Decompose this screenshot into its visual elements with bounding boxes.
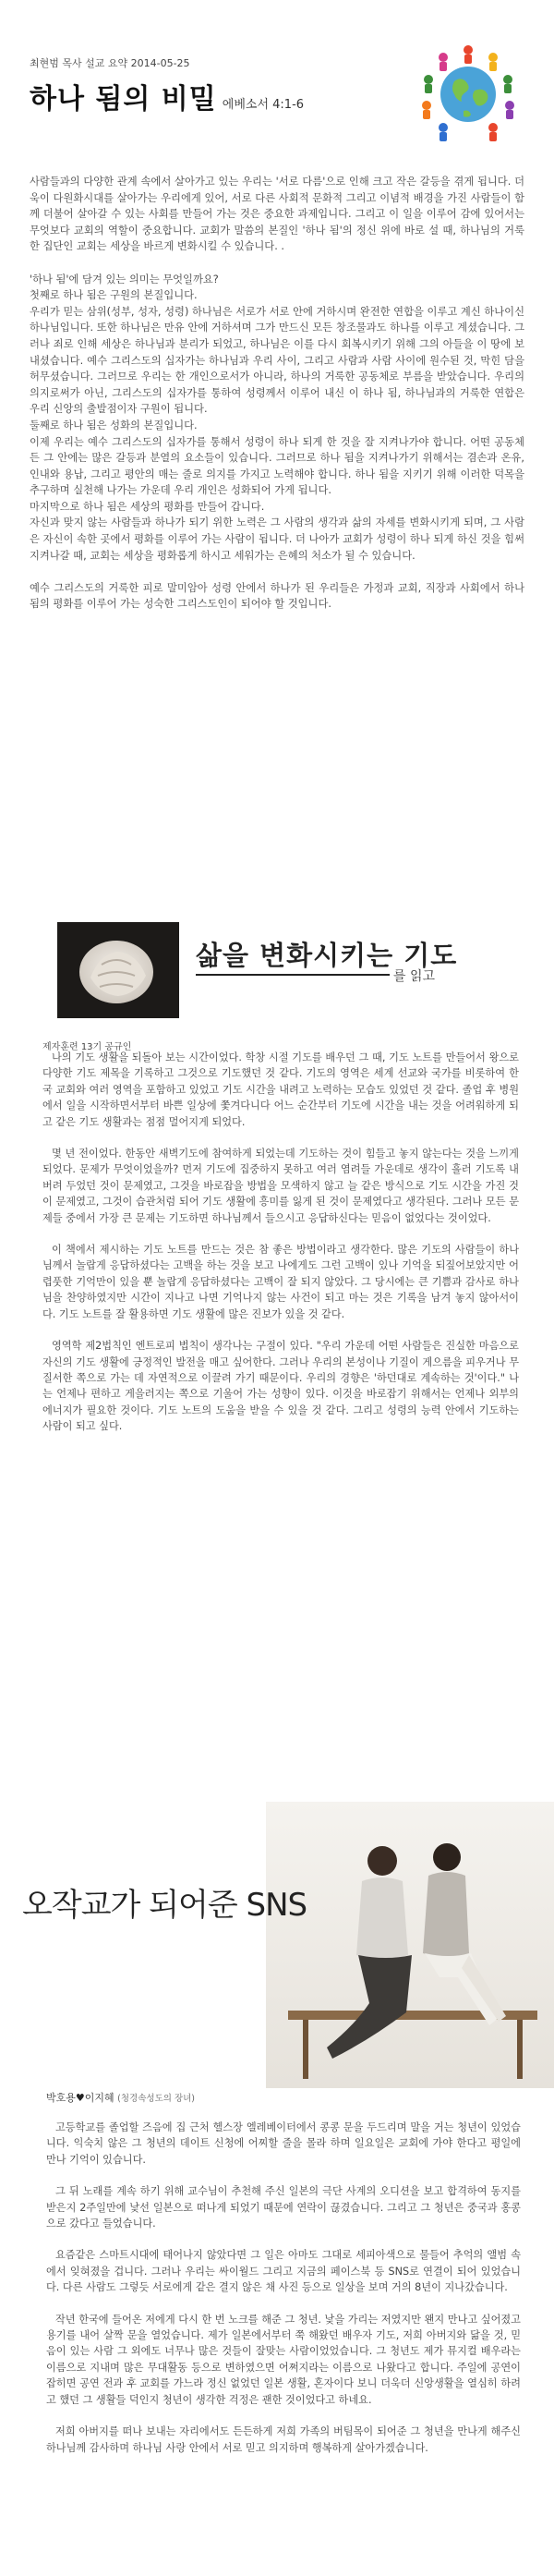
prayer-paragraph: 영역학 제2법칙인 엔트로피 법칙이 생각나는 구절이 있다. "우리 가운데 어떤 사람들은 진실한 마음으로 자신의 기도 생활에 긍정적인 발전을 매고 싶어한다. 그러나 우리의 본성이나 기질이 게으름을 피우거나 무질서한 쪽으로 가는 데 자연적으로 이끌려 가기 때문이다. 우리의 경향은 '하던대로 계속하는 것'이다." 나는 언제나 편하고 게을러지는 쪽으로 기울어 가는 성향이 있다. 이것을 바로잡기 위해서는 언제나 외부의 에너지가 필요한 것이다. 기도 노트의 도움을 받을 수 있을 것 같다. 그리고 성령의 능력 안에서 기도하는 사람이 되고 싶다.	[42, 1340, 519, 1433]
sermon-paragraph: 우리가 믿는 삼위(성부, 성자, 성령) 하나님은 서로가 서로 안에 거하시며 완전한 연합을 이루고 계신 하나이신 하나님입니다. 또한 하나님은 만유 안에 거하셔며 그가 만드신 모든 창조물과도 하나를 이루고 계셨습니다. 그러나 죄로 인해 세상은 하나님과 분리가 되었고, 하나님은 이를 다시 회복시키기 위해 그의 아들을 이 땅에 보내셨습니다. 예수 그리스도의 십자가는 하나님과 우리 사이, 그리고 사람과 사람 사이에 원수된 것, 막힌 담을 허무셨습니다. 그러므로 우리는 한 개인으로서가 아니라, 하나의 거룩한 공동체로 부름을 받았습니다. 우리의 의지로써가 아닌, 그리스도의 십자가를 통하여 성령께서 이루어 내신 이 하나 됨, 하나님과의 거룩한 연합은 우리 신앙의 출발점이자 구원이 됩니다.	[30, 305, 524, 416]
sermon-paragraph: 첫째로 하나 됨은 구원의 본질입니다.	[30, 289, 198, 302]
sermon-paragraph: 둘째로 하나 됨은 성화의 본질입니다.	[30, 419, 198, 431]
prayer-review-title: 삶을 변화시키는 기도	[196, 940, 458, 971]
sns-paragraph: 저희 아버지를 떠나 보내는 자리에서도 든든하게 저희 가족의 버팀목이 되어준 그 청년을 만나게 해주신 하나님께 감사하며 하나님 사랑 안에서 서로 믿고 의지하며 행복하게 살아가겠습니다.	[46, 2425, 521, 2454]
sns-story-body	[46, 2120, 521, 2472]
prayer-review-writer: 제자훈련 13기 공규인	[42, 1042, 132, 1052]
prayer-review-body	[42, 1050, 519, 1451]
sermon-body	[30, 174, 524, 613]
couple-on-bench-photo	[266, 1802, 554, 2088]
sns-story-section	[0, 1802, 554, 2576]
sns-paragraph: 작년 한국에 들어온 저에게 다시 한 번 노크를 해준 그 청년. 낯을 가리는 저였지만 왠지 만나고 싶어졌고 용기를 내어 살짝 문을 열었습니다. 제가 일본에서부터 쭉 해왔던 배우자 기도, 저희 아버지와 닮을 것, 믿음이 있는 사람 그 외에도 너무나 많은 것들이 잘맞는 사람이었었습니다. 그 청년도 제가 뮤지컬 배우라는 이름으로 지내며 많은 무대활동 등으로 변하였으면 어쩌지라는 이름으로 나왔다고 합니다. 주일에 공연이 잡히면 공연 전과 후 교회를 가느라 정신 없었던 일본 생활, 혼자이다 보니 더욱더 신앙생활을 열심히 하려고 했던 그 생활들 덕인지 청년이 생각한 걱정은 괜한 것이었다고 하네요.	[46, 2313, 521, 2406]
prayer-paragraph: 이 책에서 제시하는 기도 노트를 만드는 것은 참 좋은 방법이라고 생각한다. 많은 기도의 사람들이 하나님께서 놀랍게 응답하셨다는 고백을 하는 것을 보고 나에게도 그런 고백이 있나 기억을 되짚어보았지만 어렵풋한 기억만이 있을 뿐 놀랍게 응답하셨다는 고백이 잘 되지 않았다. 그 당시에는 큰 기쁨과 감사로 하나님을 찬양하였지만 시간이 지나고 나면 기억나지 않는 사건이 되고 마는 것은 기록을 남겨 놓지 않아서이다. 기도 노트를 잘 활용하면 기도 생활에 많은 진보가 있을 것 같다.	[42, 1244, 519, 1320]
sns-story-writers	[46, 2090, 195, 2105]
writer-name: 박호용	[46, 2092, 76, 2104]
sns-paragraph: 요즘같은 스마트시대에 태어나지 않았다면 그 일은 아마도 그대로 세피아색으로 물들어 추억의 앨범 속에서 잊혀졌을 겁니다. 그러나 우리는 싸이월드 그리고 지금의 페이스북 등 SNS로 연결이 되어 있었습니다. 다른 사람도 그렇듯 서로에게 같은 결지 않은 채 사진 등으로 일상을 보며 거의 8년이 지나갔습니다.	[46, 2249, 521, 2294]
globe-people-illustration	[414, 37, 523, 146]
sermon-paragraph: 마지막으로 하나 됨은 세상의 평화를 만들어 갑니다.	[30, 500, 265, 513]
sermon-title: 하나 됨의 비밀	[30, 83, 217, 115]
sermon-meta: 최현범 목사 설교 요약 2014-05-25	[30, 57, 190, 69]
sermon-paragraph: 예수 그리스도의 거룩한 피로 말미암아 성령 안에서 하나가 된 우리들은 가정과 교회, 직장과 사회에서 하나 됨의 평화를 이루어 가는 성숙한 그리스도인이 되어야 할 것입니다.	[30, 581, 524, 611]
prayer-paragraph: 나의 기도 생활을 되돌아 보는 시간이었다. 학창 시절 기도를 배우던 그 때, 기도 노트를 만들어서 왕으로 다양한 기도 제목을 기록하고 그것으로 기도했던 것 같다. 기도의 영역은 세계 선교와 국가를 비롯하여 한국 교회와 여러 영역을 포함하고 있었고 기도 시간을 내려고 노력하는 모습도 있었던 것 같다. 졸업 후 병원에서 일을 시작하면서부터 바쁜 일상에 쫓겨다니다 어느 순간부터 기도에 시간을 내는 것을 어려워하게 되고 같은 기도 생활과는 점점 멀어지게 되었다.	[42, 1051, 519, 1128]
spacer	[30, 255, 524, 272]
sns-paragraph: 고등학교를 졸업할 즈음에 집 근처 헬스장 엘레베이터에서 콩콩 문을 두드리며 말을 거는 청년이 있었습니다. 익숙치 않은 그 청년의 데이트 신청에 어찌할 줄을 몰라 하며 일요일은 교회에 가야 한다고 평일에 만나 기억이 있습니다.	[46, 2121, 521, 2166]
heart-icon: ♥	[75, 2092, 85, 2104]
sermon-scripture: 에베소서 4:1-6	[222, 98, 305, 112]
prayer-paragraph: 몇 년 전이었다. 한동안 새벽기도에 참여하게 되었는데 기도하는 것이 힘들고 놓지 않는다는 것을 느끼게 되었다. 문제가 무엇이었을까? 먼저 기도에 집중하지 못하고 여러 염려들 가운데로 생각이 흘러 기도록 내버려 두었던 것이 문제였고, 그것을 바로잡을 방법을 모색하지 않고 늘 같은 방식으로 기도 시간을 가진 것이 문제였고, 그것이 습관처럼 되어 기도 생활에 흥미를 잃게 된 것이 문제였다고 생각된다. 그러나 모든 문제들 중에서 가장 큰 문제는 기도하면 하나님께서 들으시고 응답하신다는 믿음이 없었다는 것이었다.	[42, 1148, 519, 1224]
sermon-paragraph: '하나 됨'에 담겨 있는 의미는 무엇일까요?	[30, 273, 219, 286]
writer-note: (청경속성도의 장녀)	[117, 2094, 196, 2104]
writer-name: 이지혜	[84, 2092, 114, 2104]
sermon-paragraph: 자신과 맞지 않는 사람들과 하나가 되기 위한 노력은 그 사람의 생각과 삶의 자세를 변화시키게 되며, 그 사람은 자신이 속한 곳에서 평화를 이루어 가는 사람이 됩니다. 더 나아가 교회가 성령이 하나 되게 하신 것을 힘써 지켜나갈 때, 교회는 세상을 평화롭게 하시고 세워가는 은혜의 처소가 될 수 있습니다.	[30, 516, 524, 562]
sermon-section	[0, 0, 554, 832]
spacer	[30, 564, 524, 580]
sns-story-title: 오작교가 되어준 SNS	[22, 1887, 307, 1924]
sermon-paragraph: 이제 우리는 예수 그리스도의 십자가를 통해서 성령이 하나 되게 한 것을 잘 지켜나가야 합니다. 어떤 공동체든 그 안에는 많은 갈등과 분열의 요소들이 있습니다. 그러므로 하나 됨을 지켜나가기 위해서는 겸손과 온유, 인내와 용납, 그리고 평안의 매는 줄로 의지를 가지고 노력해야 합니다. 하나 됨을 지키기 위해 이러한 덕목을 추구하며 실천해 나가는 가운데 우리 개인은 성화되어 가게 됩니다.	[30, 435, 524, 497]
prayer-review-subtitle: 를 읽고	[393, 969, 436, 984]
prayer-review-section	[0, 832, 554, 1802]
praying-hands-photo	[57, 922, 179, 1018]
title-underline	[196, 974, 390, 976]
sermon-paragraph: 사람들과의 다양한 관계 속에서 살아가고 있는 우리는 '서로 다름'으로 인해 크고 작은 갈등을 겪게 됩니다. 더욱이 다원화시대를 살아가는 우리에게 있어, 서로 다른 사회적 문화적 그리고 이념적 배경을 가진 사람들이 함께 더불어 살아갈 수 있는 사회를 만들어 가는 것은 중요한 과제입니다. 그리고 이 일을 이루어 감에 있어서는 무엇보다 교회의 역할이 중요합니다. 교회가 말씀의 본질인 '하나 됨'의 정신 위에 바로 설 때, 하나님의 거룩한 집단인 교회는 세상을 바르게 변화시킬 수 있습니다. .	[30, 176, 524, 253]
sns-paragraph: 그 뒤 노래를 계속 하기 위해 교수님이 추천해 주신 일본의 극단 사계의 오디션을 보고 합격하여 동지를 받은지 2주일만에 낯선 일본으로 떠나게 되었기 때문에 연락이 끊겼습니다. 그리고 그 청년은 중국과 홍콩으로 갔다고 들었습니다.	[46, 2185, 521, 2230]
